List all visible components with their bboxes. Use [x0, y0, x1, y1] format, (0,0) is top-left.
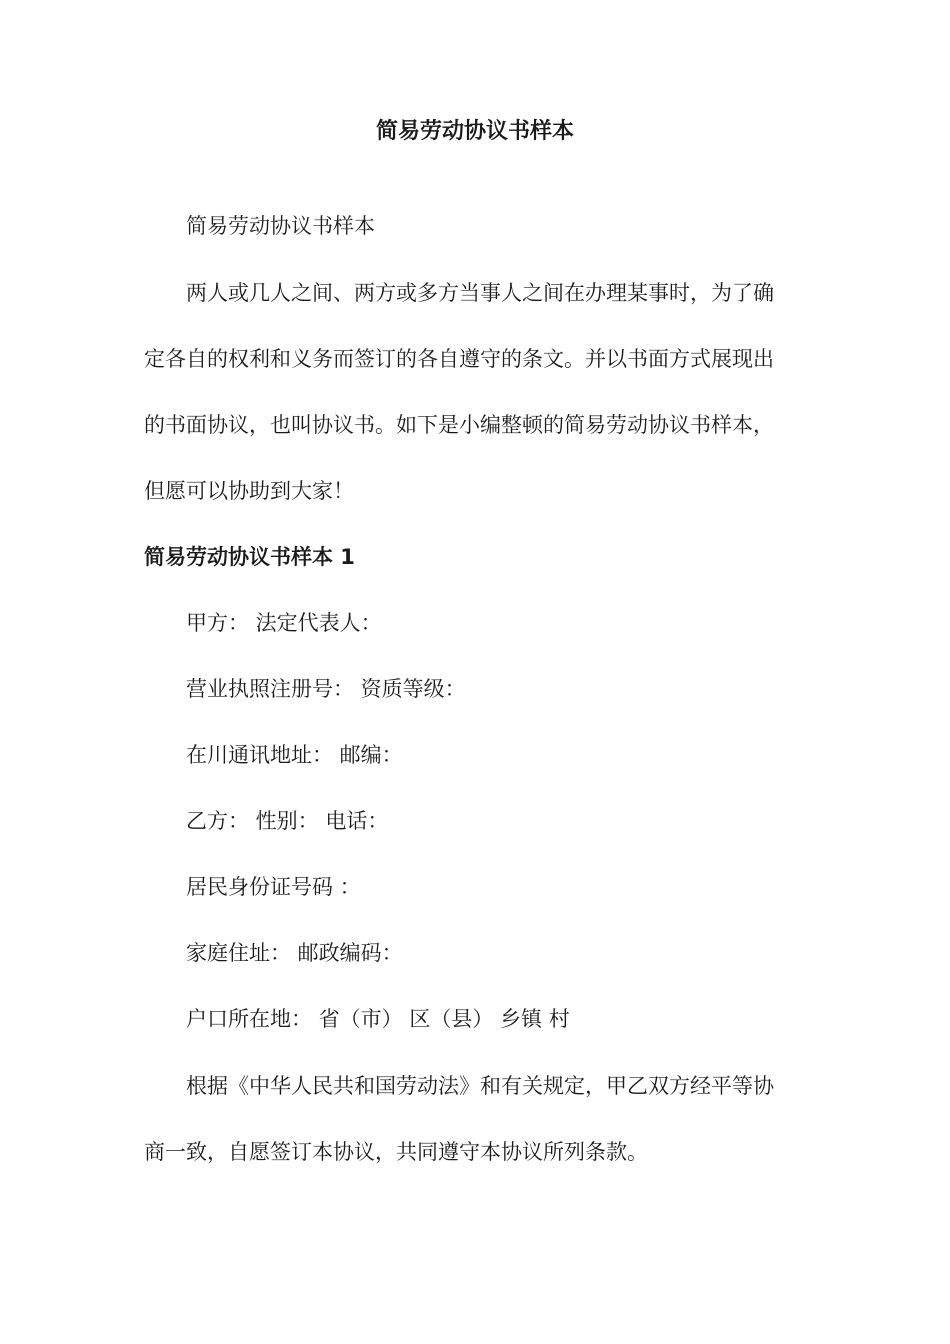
closing-line-2: 商一致，自愿签订本协议，共同遵守本协议所列条款。 [144, 1140, 648, 1164]
closing-line-1: 根据《中华人民共和国劳动法》和有关规定，甲乙双方经平等协 [186, 1074, 774, 1098]
subtitle: 简易劳动协议书样本 [186, 214, 375, 238]
intro-line-4: 但愿可以协助到大家！ [144, 479, 354, 503]
document-title: 简易劳动协议书样本 [375, 119, 574, 144]
field-home-address: 家庭住址： 邮政编码： [186, 941, 403, 965]
field-party-b: 乙方： 性别： 电话： [186, 809, 389, 833]
field-id-number: 居民身份证号码 ： [186, 875, 361, 899]
section-heading: 简易劳动协议书样本 1 [144, 545, 355, 569]
intro-line-3: 的书面协议，也叫协议书。如下是小编整顿的简易劳动协议书样本， [144, 413, 774, 437]
field-license: 营业执照注册号： 资质等级： [186, 677, 466, 701]
intro-line-2: 定各自的权利和义务而签订的各自遵守的条文。并以书面方式展现出 [144, 347, 774, 371]
field-party-a: 甲方： 法定代表人： [186, 611, 382, 635]
intro-line-1: 两人或几人之间、两方或多方当事人之间在办理某事时，为了确 [186, 281, 774, 305]
field-address: 在川通讯地址： 邮编： [186, 743, 403, 767]
field-household: 户口所在地： 省（市） 区（县） 乡镇 村 [186, 1007, 570, 1031]
